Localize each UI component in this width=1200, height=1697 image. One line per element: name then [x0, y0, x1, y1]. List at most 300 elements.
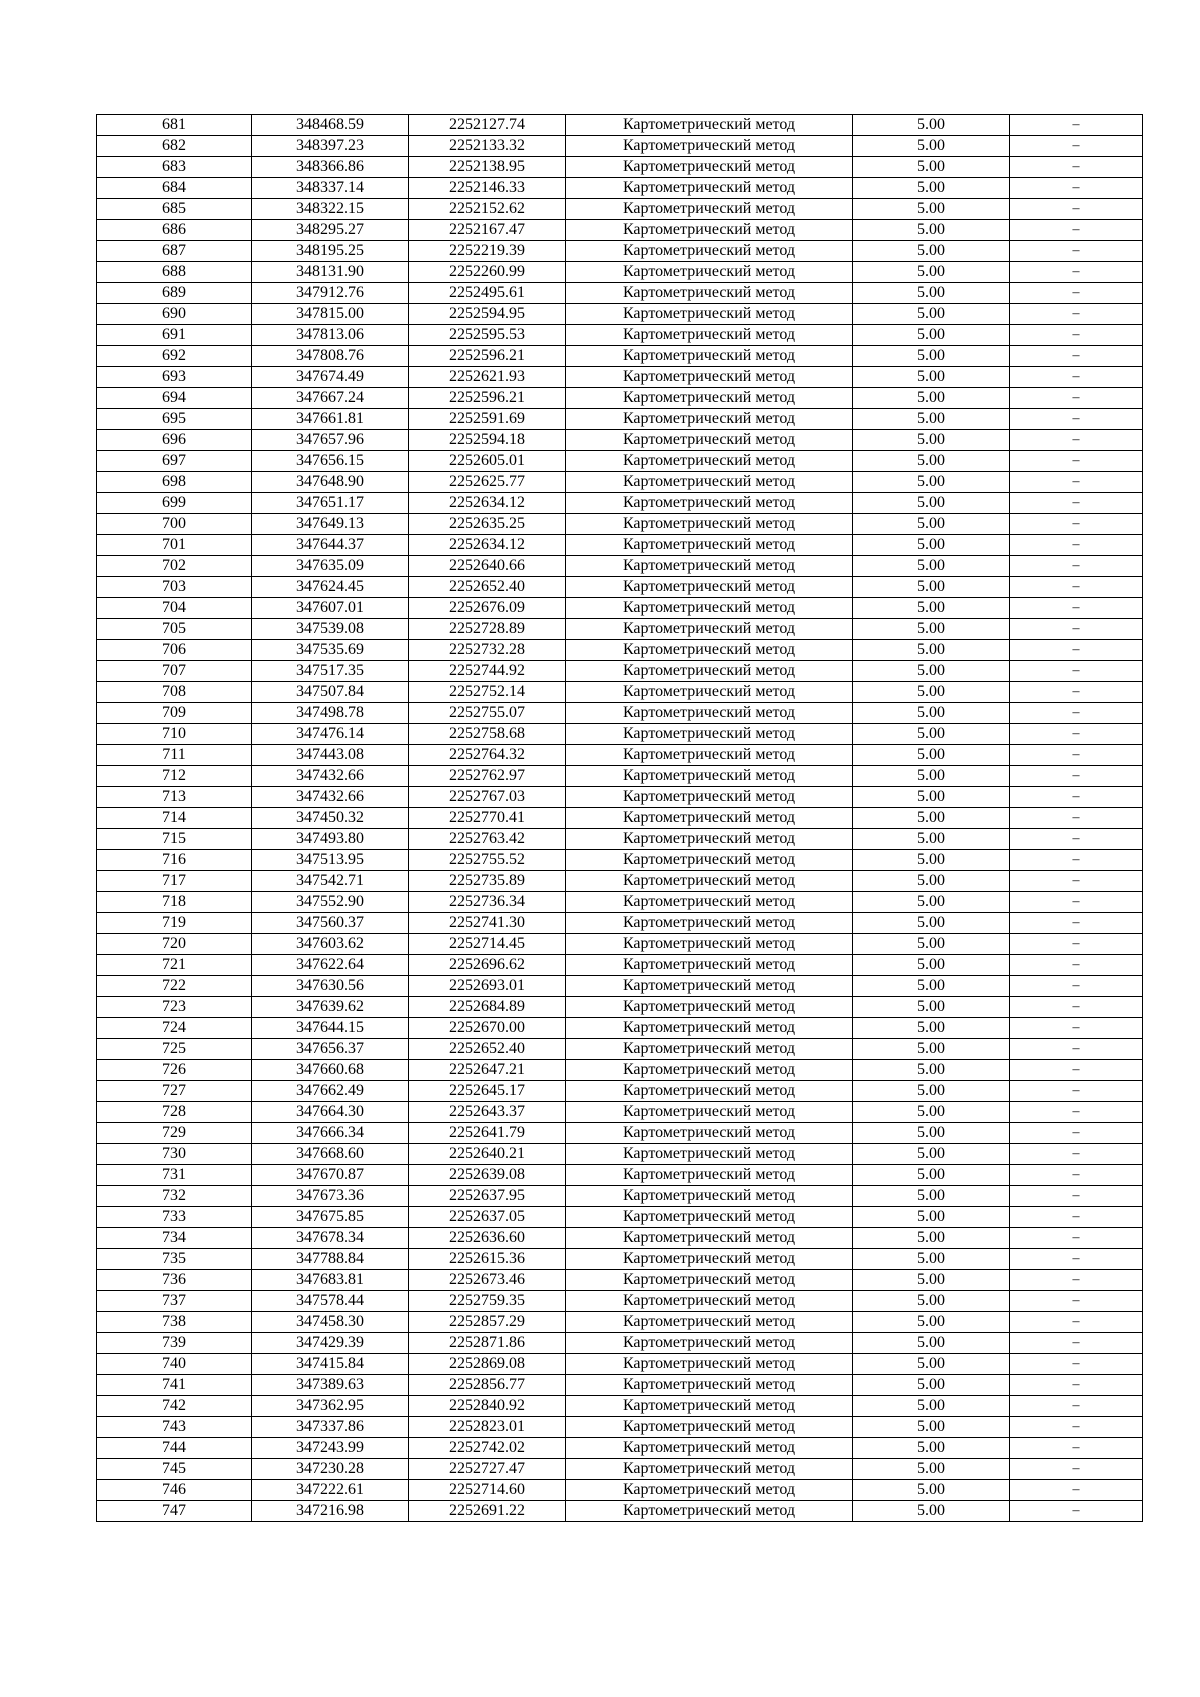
method-cell: Картометрический метод — [566, 892, 853, 913]
precision-cell: 5.00 — [853, 346, 1010, 367]
point-number-cell: 742 — [97, 1396, 252, 1417]
precision-cell: 5.00 — [853, 430, 1010, 451]
point-number-cell: 735 — [97, 1249, 252, 1270]
x-coordinate-cell: 347678.34 — [252, 1228, 409, 1249]
y-coordinate-cell: 2252735.89 — [409, 871, 566, 892]
x-coordinate-cell: 347389.63 — [252, 1375, 409, 1396]
precision-cell: 5.00 — [853, 388, 1010, 409]
precision-cell: 5.00 — [853, 1039, 1010, 1060]
precision-cell: 5.00 — [853, 661, 1010, 682]
dash-cell: – — [1010, 157, 1143, 178]
method-cell: Картометрический метод — [566, 409, 853, 430]
method-cell: Картометрический метод — [566, 514, 853, 535]
dash-cell: – — [1010, 955, 1143, 976]
y-coordinate-cell: 2252636.60 — [409, 1228, 566, 1249]
x-coordinate-cell: 347230.28 — [252, 1459, 409, 1480]
y-coordinate-cell: 2252691.22 — [409, 1501, 566, 1522]
dash-cell: – — [1010, 976, 1143, 997]
y-coordinate-cell: 2252727.47 — [409, 1459, 566, 1480]
method-cell: Картометрический метод — [566, 1333, 853, 1354]
method-cell: Картометрический метод — [566, 619, 853, 640]
y-coordinate-cell: 2252594.95 — [409, 304, 566, 325]
precision-cell: 5.00 — [853, 367, 1010, 388]
method-cell: Картометрический метод — [566, 1438, 853, 1459]
x-coordinate-cell: 347624.45 — [252, 577, 409, 598]
dash-cell: – — [1010, 997, 1143, 1018]
table-row — [97, 220, 1143, 241]
x-coordinate-cell: 347656.15 — [252, 451, 409, 472]
y-coordinate-cell: 2252621.93 — [409, 367, 566, 388]
y-coordinate-cell: 2252763.42 — [409, 829, 566, 850]
method-cell: Картометрический метод — [566, 997, 853, 1018]
point-number-cell: 684 — [97, 178, 252, 199]
dash-cell: – — [1010, 1249, 1143, 1270]
y-coordinate-cell: 2252714.45 — [409, 934, 566, 955]
point-number-cell: 715 — [97, 829, 252, 850]
x-coordinate-cell: 347578.44 — [252, 1291, 409, 1312]
table-row — [97, 262, 1143, 283]
precision-cell: 5.00 — [853, 724, 1010, 745]
table-row — [97, 1060, 1143, 1081]
method-cell: Картометрический метод — [566, 1165, 853, 1186]
point-number-cell: 682 — [97, 136, 252, 157]
dash-cell: – — [1010, 913, 1143, 934]
precision-cell: 5.00 — [853, 808, 1010, 829]
x-coordinate-cell: 347667.24 — [252, 388, 409, 409]
table-row — [97, 535, 1143, 556]
dash-cell: – — [1010, 1375, 1143, 1396]
table-row — [97, 829, 1143, 850]
precision-cell: 5.00 — [853, 241, 1010, 262]
table-row — [97, 745, 1143, 766]
method-cell: Картометрический метод — [566, 766, 853, 787]
precision-cell: 5.00 — [853, 892, 1010, 913]
point-number-cell: 701 — [97, 535, 252, 556]
table-row — [97, 1480, 1143, 1501]
y-coordinate-cell: 2252696.62 — [409, 955, 566, 976]
y-coordinate-cell: 2252732.28 — [409, 640, 566, 661]
y-coordinate-cell: 2252767.03 — [409, 787, 566, 808]
precision-cell: 5.00 — [853, 199, 1010, 220]
method-cell: Картометрический метод — [566, 451, 853, 472]
table-row — [97, 1249, 1143, 1270]
y-coordinate-cell: 2252127.74 — [409, 115, 566, 136]
point-number-cell: 717 — [97, 871, 252, 892]
y-coordinate-cell: 2252647.21 — [409, 1060, 566, 1081]
x-coordinate-cell: 348131.90 — [252, 262, 409, 283]
precision-cell: 5.00 — [853, 1501, 1010, 1522]
method-cell: Картометрический метод — [566, 241, 853, 262]
point-number-cell: 707 — [97, 661, 252, 682]
y-coordinate-cell: 2252596.21 — [409, 388, 566, 409]
dash-cell: – — [1010, 745, 1143, 766]
dash-cell: – — [1010, 430, 1143, 451]
method-cell: Картометрический метод — [566, 577, 853, 598]
coordinates-table — [96, 114, 1143, 1522]
x-coordinate-cell: 347216.98 — [252, 1501, 409, 1522]
method-cell: Картометрический метод — [566, 178, 853, 199]
method-cell: Картометрический метод — [566, 598, 853, 619]
point-number-cell: 681 — [97, 115, 252, 136]
table-row — [97, 1438, 1143, 1459]
x-coordinate-cell: 347607.01 — [252, 598, 409, 619]
point-number-cell: 727 — [97, 1081, 252, 1102]
precision-cell: 5.00 — [853, 682, 1010, 703]
y-coordinate-cell: 2252755.07 — [409, 703, 566, 724]
table-row — [97, 598, 1143, 619]
y-coordinate-cell: 2252742.02 — [409, 1438, 566, 1459]
dash-cell: – — [1010, 1417, 1143, 1438]
method-cell: Картометрический метод — [566, 703, 853, 724]
table-row — [97, 1123, 1143, 1144]
point-number-cell: 736 — [97, 1270, 252, 1291]
x-coordinate-cell: 347415.84 — [252, 1354, 409, 1375]
table-row — [97, 1018, 1143, 1039]
dash-cell: – — [1010, 661, 1143, 682]
y-coordinate-cell: 2252645.17 — [409, 1081, 566, 1102]
x-coordinate-cell: 347644.37 — [252, 535, 409, 556]
point-number-cell: 708 — [97, 682, 252, 703]
method-cell: Картометрический метод — [566, 115, 853, 136]
table-row — [97, 1102, 1143, 1123]
table-row — [97, 1459, 1143, 1480]
x-coordinate-cell: 347362.95 — [252, 1396, 409, 1417]
x-coordinate-cell: 347657.96 — [252, 430, 409, 451]
dash-cell: – — [1010, 1186, 1143, 1207]
point-number-cell: 690 — [97, 304, 252, 325]
table-row — [97, 577, 1143, 598]
table-row — [97, 472, 1143, 493]
point-number-cell: 741 — [97, 1375, 252, 1396]
point-number-cell: 733 — [97, 1207, 252, 1228]
method-cell: Картометрический метод — [566, 535, 853, 556]
dash-cell: – — [1010, 1354, 1143, 1375]
precision-cell: 5.00 — [853, 1165, 1010, 1186]
point-number-cell: 711 — [97, 745, 252, 766]
table-row — [97, 136, 1143, 157]
precision-cell: 5.00 — [853, 871, 1010, 892]
dash-cell: – — [1010, 346, 1143, 367]
method-cell: Картометрический метод — [566, 1396, 853, 1417]
x-coordinate-cell: 347649.13 — [252, 514, 409, 535]
x-coordinate-cell: 347513.95 — [252, 850, 409, 871]
precision-cell: 5.00 — [853, 535, 1010, 556]
table-row — [97, 1270, 1143, 1291]
x-coordinate-cell: 347808.76 — [252, 346, 409, 367]
point-number-cell: 702 — [97, 556, 252, 577]
x-coordinate-cell: 347674.49 — [252, 367, 409, 388]
x-coordinate-cell: 347675.85 — [252, 1207, 409, 1228]
x-coordinate-cell: 347660.68 — [252, 1060, 409, 1081]
method-cell: Картометрический метод — [566, 1102, 853, 1123]
x-coordinate-cell: 347507.84 — [252, 682, 409, 703]
x-coordinate-cell: 347552.90 — [252, 892, 409, 913]
dash-cell: – — [1010, 199, 1143, 220]
dash-cell: – — [1010, 1333, 1143, 1354]
precision-cell: 5.00 — [853, 304, 1010, 325]
x-coordinate-cell: 348468.59 — [252, 115, 409, 136]
method-cell: Картометрический метод — [566, 1144, 853, 1165]
method-cell: Картометрический метод — [566, 1375, 853, 1396]
method-cell: Картометрический метод — [566, 787, 853, 808]
method-cell: Картометрический метод — [566, 1459, 853, 1480]
method-cell: Картометрический метод — [566, 262, 853, 283]
y-coordinate-cell: 2252744.92 — [409, 661, 566, 682]
method-cell: Картометрический метод — [566, 388, 853, 409]
y-coordinate-cell: 2252758.68 — [409, 724, 566, 745]
dash-cell: – — [1010, 892, 1143, 913]
point-number-cell: 697 — [97, 451, 252, 472]
table-row — [97, 1228, 1143, 1249]
table-row — [97, 388, 1143, 409]
y-coordinate-cell: 2252643.37 — [409, 1102, 566, 1123]
table-row — [97, 493, 1143, 514]
table-row — [97, 955, 1143, 976]
precision-cell: 5.00 — [853, 1396, 1010, 1417]
method-cell: Картометрический метод — [566, 283, 853, 304]
table-row — [97, 514, 1143, 535]
table-row — [97, 1144, 1143, 1165]
table-row — [97, 367, 1143, 388]
point-number-cell: 712 — [97, 766, 252, 787]
point-number-cell: 705 — [97, 619, 252, 640]
table-row — [97, 1207, 1143, 1228]
precision-cell: 5.00 — [853, 262, 1010, 283]
dash-cell: – — [1010, 325, 1143, 346]
point-number-cell: 688 — [97, 262, 252, 283]
table-row — [97, 766, 1143, 787]
dash-cell: – — [1010, 1018, 1143, 1039]
method-cell: Картометрический метод — [566, 430, 853, 451]
y-coordinate-cell: 2252714.60 — [409, 1480, 566, 1501]
y-coordinate-cell: 2252637.95 — [409, 1186, 566, 1207]
y-coordinate-cell: 2252871.86 — [409, 1333, 566, 1354]
table-row — [97, 1081, 1143, 1102]
y-coordinate-cell: 2252167.47 — [409, 220, 566, 241]
point-number-cell: 747 — [97, 1501, 252, 1522]
y-coordinate-cell: 2252625.77 — [409, 472, 566, 493]
x-coordinate-cell: 347670.87 — [252, 1165, 409, 1186]
y-coordinate-cell: 2252594.18 — [409, 430, 566, 451]
table-row — [97, 1186, 1143, 1207]
dash-cell: – — [1010, 850, 1143, 871]
point-number-cell: 687 — [97, 241, 252, 262]
y-coordinate-cell: 2252684.89 — [409, 997, 566, 1018]
dash-cell: – — [1010, 535, 1143, 556]
table-row — [97, 409, 1143, 430]
dash-cell: – — [1010, 1459, 1143, 1480]
table-row — [97, 1396, 1143, 1417]
point-number-cell: 714 — [97, 808, 252, 829]
method-cell: Картометрический метод — [566, 1312, 853, 1333]
x-coordinate-cell: 347683.81 — [252, 1270, 409, 1291]
x-coordinate-cell: 348397.23 — [252, 136, 409, 157]
y-coordinate-cell: 2252146.33 — [409, 178, 566, 199]
precision-cell: 5.00 — [853, 472, 1010, 493]
x-coordinate-cell: 347493.80 — [252, 829, 409, 850]
method-cell: Картометрический метод — [566, 682, 853, 703]
precision-cell: 5.00 — [853, 283, 1010, 304]
table-row — [97, 199, 1143, 220]
precision-cell: 5.00 — [853, 1102, 1010, 1123]
x-coordinate-cell: 347603.62 — [252, 934, 409, 955]
dash-cell: – — [1010, 934, 1143, 955]
method-cell: Картометрический метод — [566, 1039, 853, 1060]
point-number-cell: 693 — [97, 367, 252, 388]
point-number-cell: 743 — [97, 1417, 252, 1438]
dash-cell: – — [1010, 871, 1143, 892]
precision-cell: 5.00 — [853, 1312, 1010, 1333]
y-coordinate-cell: 2252495.61 — [409, 283, 566, 304]
dash-cell: – — [1010, 367, 1143, 388]
y-coordinate-cell: 2252752.14 — [409, 682, 566, 703]
precision-cell: 5.00 — [853, 1207, 1010, 1228]
point-number-cell: 746 — [97, 1480, 252, 1501]
y-coordinate-cell: 2252741.30 — [409, 913, 566, 934]
table-row — [97, 157, 1143, 178]
method-cell: Картометрический метод — [566, 1186, 853, 1207]
precision-cell: 5.00 — [853, 115, 1010, 136]
precision-cell: 5.00 — [853, 1081, 1010, 1102]
y-coordinate-cell: 2252764.32 — [409, 745, 566, 766]
precision-cell: 5.00 — [853, 1186, 1010, 1207]
method-cell: Картометрический метод — [566, 1207, 853, 1228]
y-coordinate-cell: 2252693.01 — [409, 976, 566, 997]
precision-cell: 5.00 — [853, 766, 1010, 787]
table-row — [97, 640, 1143, 661]
y-coordinate-cell: 2252652.40 — [409, 577, 566, 598]
point-number-cell: 734 — [97, 1228, 252, 1249]
point-number-cell: 723 — [97, 997, 252, 1018]
x-coordinate-cell: 347788.84 — [252, 1249, 409, 1270]
point-number-cell: 696 — [97, 430, 252, 451]
y-coordinate-cell: 2252823.01 — [409, 1417, 566, 1438]
table-row — [97, 808, 1143, 829]
point-number-cell: 726 — [97, 1060, 252, 1081]
point-number-cell: 706 — [97, 640, 252, 661]
precision-cell: 5.00 — [853, 409, 1010, 430]
dash-cell: – — [1010, 115, 1143, 136]
method-cell: Картометрический метод — [566, 850, 853, 871]
x-coordinate-cell: 347560.37 — [252, 913, 409, 934]
dash-cell: – — [1010, 136, 1143, 157]
x-coordinate-cell: 347815.00 — [252, 304, 409, 325]
dash-cell: – — [1010, 1207, 1143, 1228]
point-number-cell: 731 — [97, 1165, 252, 1186]
table-row — [97, 661, 1143, 682]
precision-cell: 5.00 — [853, 556, 1010, 577]
y-coordinate-cell: 2252640.66 — [409, 556, 566, 577]
point-number-cell: 689 — [97, 283, 252, 304]
method-cell: Картометрический метод — [566, 199, 853, 220]
table-row — [97, 1375, 1143, 1396]
point-number-cell: 683 — [97, 157, 252, 178]
point-number-cell: 724 — [97, 1018, 252, 1039]
dash-cell: – — [1010, 1270, 1143, 1291]
y-coordinate-cell: 2252634.12 — [409, 493, 566, 514]
dash-cell: – — [1010, 1396, 1143, 1417]
dash-cell: – — [1010, 1060, 1143, 1081]
point-number-cell: 745 — [97, 1459, 252, 1480]
dash-cell: – — [1010, 178, 1143, 199]
point-number-cell: 692 — [97, 346, 252, 367]
point-number-cell: 738 — [97, 1312, 252, 1333]
precision-cell: 5.00 — [853, 1060, 1010, 1081]
precision-cell: 5.00 — [853, 1333, 1010, 1354]
dash-cell: – — [1010, 409, 1143, 430]
dash-cell: – — [1010, 1291, 1143, 1312]
precision-cell: 5.00 — [853, 913, 1010, 934]
x-coordinate-cell: 347243.99 — [252, 1438, 409, 1459]
dash-cell: – — [1010, 262, 1143, 283]
point-number-cell: 710 — [97, 724, 252, 745]
table-row — [97, 1501, 1143, 1522]
table-row — [97, 850, 1143, 871]
precision-cell: 5.00 — [853, 703, 1010, 724]
point-number-cell: 730 — [97, 1144, 252, 1165]
precision-cell: 5.00 — [853, 745, 1010, 766]
table-row — [97, 1333, 1143, 1354]
method-cell: Картометрический метод — [566, 346, 853, 367]
y-coordinate-cell: 2252670.00 — [409, 1018, 566, 1039]
point-number-cell: 695 — [97, 409, 252, 430]
x-coordinate-cell: 347432.66 — [252, 787, 409, 808]
x-coordinate-cell: 347458.30 — [252, 1312, 409, 1333]
point-number-cell: 719 — [97, 913, 252, 934]
y-coordinate-cell: 2252755.52 — [409, 850, 566, 871]
x-coordinate-cell: 347664.30 — [252, 1102, 409, 1123]
x-coordinate-cell: 347656.37 — [252, 1039, 409, 1060]
table-row — [97, 430, 1143, 451]
y-coordinate-cell: 2252152.62 — [409, 199, 566, 220]
y-coordinate-cell: 2252840.92 — [409, 1396, 566, 1417]
point-number-cell: 728 — [97, 1102, 252, 1123]
x-coordinate-cell: 347666.34 — [252, 1123, 409, 1144]
y-coordinate-cell: 2252635.25 — [409, 514, 566, 535]
x-coordinate-cell: 347450.32 — [252, 808, 409, 829]
point-number-cell: 699 — [97, 493, 252, 514]
precision-cell: 5.00 — [853, 955, 1010, 976]
y-coordinate-cell: 2252728.89 — [409, 619, 566, 640]
precision-cell: 5.00 — [853, 493, 1010, 514]
method-cell: Картометрический метод — [566, 556, 853, 577]
y-coordinate-cell: 2252591.69 — [409, 409, 566, 430]
dash-cell: – — [1010, 1438, 1143, 1459]
point-number-cell: 729 — [97, 1123, 252, 1144]
table-row — [97, 115, 1143, 136]
x-coordinate-cell: 347542.71 — [252, 871, 409, 892]
method-cell: Картометрический метод — [566, 745, 853, 766]
precision-cell: 5.00 — [853, 1438, 1010, 1459]
y-coordinate-cell: 2252595.53 — [409, 325, 566, 346]
method-cell: Картометрический метод — [566, 1249, 853, 1270]
point-number-cell: 722 — [97, 976, 252, 997]
precision-cell: 5.00 — [853, 1291, 1010, 1312]
method-cell: Картометрический метод — [566, 157, 853, 178]
method-cell: Картометрический метод — [566, 493, 853, 514]
x-coordinate-cell: 347644.15 — [252, 1018, 409, 1039]
y-coordinate-cell: 2252637.05 — [409, 1207, 566, 1228]
precision-cell: 5.00 — [853, 1144, 1010, 1165]
table-row — [97, 1039, 1143, 1060]
x-coordinate-cell: 347639.62 — [252, 997, 409, 1018]
method-cell: Картометрический метод — [566, 1228, 853, 1249]
dash-cell: – — [1010, 1228, 1143, 1249]
method-cell: Картометрический метод — [566, 955, 853, 976]
y-coordinate-cell: 2252762.97 — [409, 766, 566, 787]
x-coordinate-cell: 347648.90 — [252, 472, 409, 493]
dash-cell: – — [1010, 808, 1143, 829]
